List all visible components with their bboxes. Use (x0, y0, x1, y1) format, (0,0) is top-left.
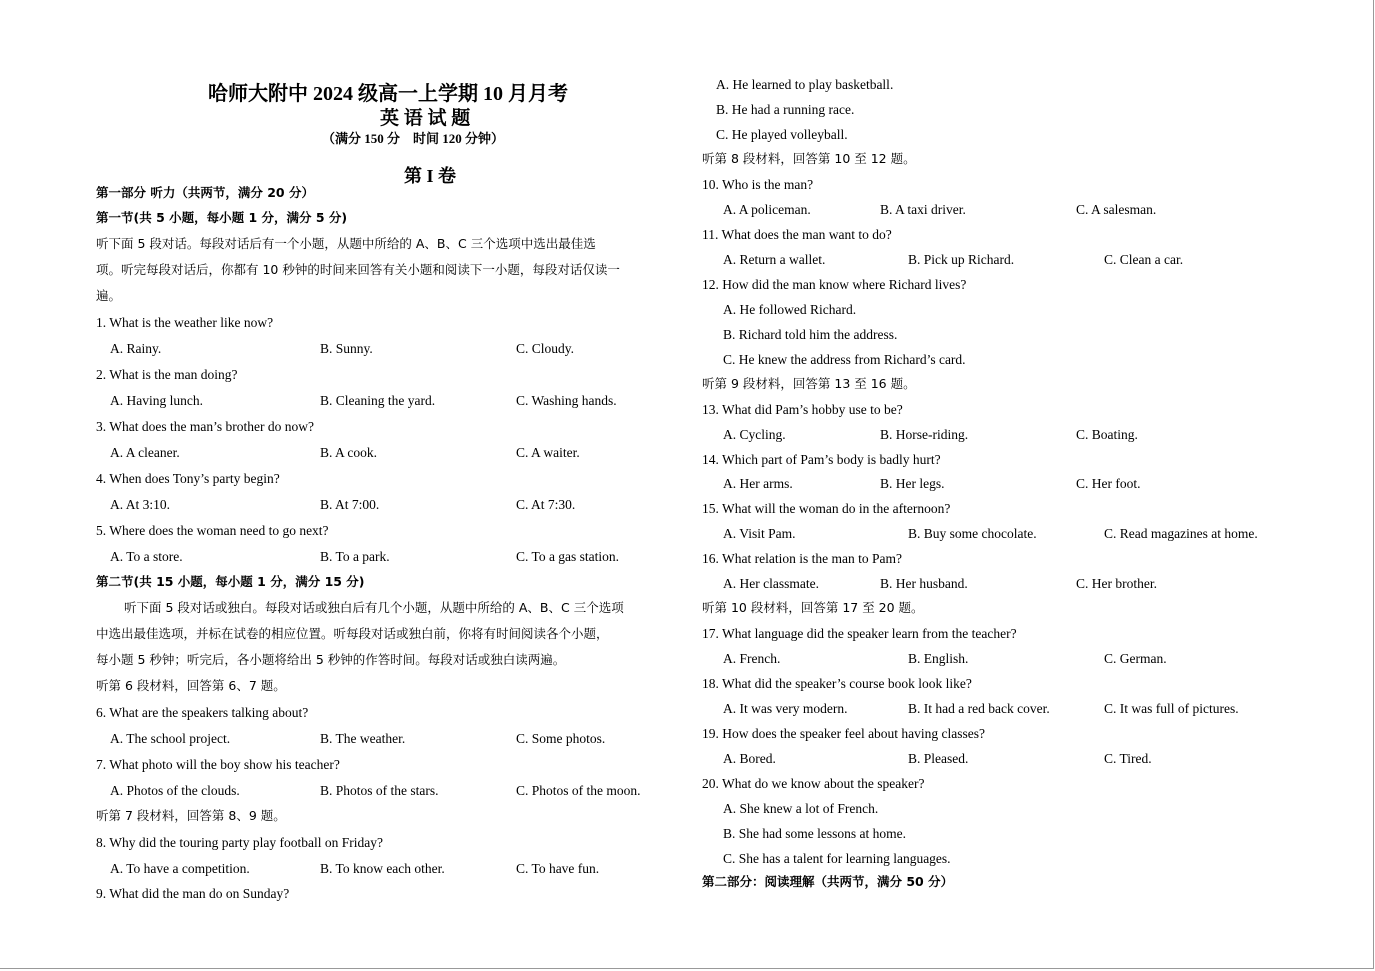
option-a: A. Bored. (723, 751, 776, 766)
option-a: A. French. (723, 651, 781, 666)
section2-title: 第二节(共 15 小题，每小题 1 分，满分 15 分) (96, 574, 365, 589)
options-row-4 (96, 497, 696, 513)
option-b: B. At 7:00. (320, 497, 380, 512)
option-b: B. It had a red back cover. (908, 701, 1050, 716)
option-c: C. It was full of pictures. (1104, 701, 1239, 716)
subject-title: 英 语 试 题 (380, 108, 471, 129)
option-a: A. To a store. (110, 549, 183, 564)
material-note-9: 听第 9 段材料，回答第 13 至 16 题。 (702, 376, 916, 391)
option-b: B. Pick up Richard. (908, 252, 1015, 267)
question-8: 8. Why did the touring party play football on Friday? (96, 835, 383, 850)
option-b: B. He had a running race. (716, 102, 855, 117)
option-c: C. A salesman. (1076, 202, 1157, 217)
option-a: A. Her classmate. (723, 576, 819, 591)
section1-instruction-line: 听下面 5 段对话。每段对话后有一个小题，从题中所给的 A、B、C 三个选项中选出最佳选 (96, 236, 596, 251)
option-c: C. To a gas station. (516, 549, 620, 564)
option-b: B. Her legs. (880, 476, 945, 491)
options-row-3 (96, 445, 696, 461)
option-a: A. A cleaner. (110, 445, 180, 460)
option-a: A. He followed Richard. (723, 302, 857, 317)
option-c: C. Clean a car. (1104, 252, 1184, 267)
question-14: 14. Which part of Pam’s body is badly hurt? (702, 452, 941, 467)
option-a: A. Photos of the clouds. (110, 783, 240, 798)
option-c: C. Washing hands. (516, 393, 617, 408)
option-a: A. Cycling. (723, 427, 786, 442)
question-17: 17. What language did the speaker learn from the teacher? (702, 626, 1017, 641)
option-c: C. He knew the address from Richard’s card. (723, 352, 966, 367)
option-c: C. Her brother. (1076, 576, 1157, 591)
part2-title: 第二部分：阅读理解（共两节，满分 50 分） (702, 874, 954, 889)
section1-title: 第一节(共 5 小题，每小题 1 分，满分 5 分) (96, 210, 348, 225)
option-c: C. Read magazines at home. (1104, 526, 1258, 541)
question-9: 9. What did the man do on Sunday? (96, 886, 290, 901)
question-11: 11. What does the man want to do? (702, 227, 892, 242)
option-b: B. A taxi driver. (880, 202, 966, 217)
option-a: A. She knew a lot of French. (723, 801, 879, 816)
question-1: 1. What is the weather like now? (96, 315, 274, 330)
option-a: A. Rainy. (110, 341, 162, 356)
option-a: A. Visit Pam. (723, 526, 796, 541)
option-c: C. She has a talent for learning languages. (723, 851, 951, 866)
question-7: 7. What photo will the boy show his teacher? (96, 757, 340, 772)
options-row-6 (96, 731, 696, 747)
option-c: C. Her foot. (1076, 476, 1141, 491)
question-19: 19. How does the speaker feel about having classes? (702, 726, 986, 741)
options-row-16 (702, 576, 1302, 592)
question-16: 16. What relation is the man to Pam? (702, 551, 902, 566)
option-b: B. Photos of the stars. (320, 783, 439, 798)
question-13: 13. What did Pam’s hobby use to be? (702, 402, 903, 417)
option-a: A. A policeman. (723, 202, 811, 217)
options-row-19 (702, 751, 1302, 767)
section2-instruction-line: 每小题 5 秒钟；听完后，各小题将给出 5 秒钟的作答时间。每段对话或独白读两遍。 (96, 652, 566, 667)
option-b: B. Richard told him the address. (723, 327, 898, 342)
section1-instruction-line: 遍。 (96, 288, 122, 303)
section2-instruction-line: 听下面 5 段对话或独白。每段对话或独白后有几个小题，从题中所给的 A、B、C 三个选项 (124, 600, 624, 615)
option-c: C. Cloudy. (516, 341, 575, 356)
volume-heading: 第 I 卷 (404, 166, 457, 186)
part1-title: 第一部分 听力（共两节，满分 20 分） (96, 185, 314, 200)
material-note-6: 听第 6 段材料，回答第 6、7 题。 (96, 678, 286, 693)
question-5: 5. Where does the woman need to go next? (96, 523, 329, 538)
question-3: 3. What does the man’s brother do now? (96, 419, 314, 434)
options-row-15 (702, 526, 1302, 542)
question-20: 20. What do we know about the speaker? (702, 776, 925, 791)
material-note-8: 听第 8 段材料，回答第 10 至 12 题。 (702, 151, 916, 166)
options-row-17 (702, 651, 1302, 667)
option-b: B. Horse-riding. (880, 427, 969, 442)
option-b: B. To know each other. (320, 861, 445, 876)
material-note-7: 听第 7 段材料，回答第 8、9 题。 (96, 808, 286, 823)
option-c: C. Some photos. (516, 731, 606, 746)
options-row-11 (702, 252, 1302, 268)
option-c: C. At 7:30. (516, 497, 576, 512)
options-row-13 (702, 427, 1302, 443)
question-2: 2. What is the man doing? (96, 367, 238, 382)
option-b: B. Sunny. (320, 341, 373, 356)
option-c: C. Photos of the moon. (516, 783, 641, 798)
section1-instruction-line: 项。听完每段对话后，你都有 10 秒钟的时间来回答有关小题和阅读下一小题，每段对话仅读一 (96, 262, 620, 277)
material-note-10: 听第 10 段材料，回答第 17 至 20 题。 (702, 600, 924, 615)
option-b: B. English. (908, 651, 969, 666)
option-b: B. Cleaning the yard. (320, 393, 436, 408)
option-c: C. To have fun. (516, 861, 600, 876)
option-c: C. German. (1104, 651, 1167, 666)
option-b: B. Her husband. (880, 576, 968, 591)
school-exam-title: 哈师大附中 2024 级高一上学期 10 月月考 (208, 83, 568, 105)
option-a: A. At 3:10. (110, 497, 171, 512)
option-b: B. Pleased. (908, 751, 969, 766)
option-b: B. Buy some chocolate. (908, 526, 1037, 541)
section2-instruction-line: 中选出最佳选项，并标在试卷的相应位置。听每段对话或独白前，你将有时间阅读各个小题， (96, 626, 609, 641)
option-a: A. It was very modern. (723, 701, 848, 716)
option-b: B. She had some lessons at home. (723, 826, 906, 841)
options-row-18 (702, 701, 1302, 717)
option-a: A. He learned to play basketball. (716, 77, 894, 92)
options-row-2 (96, 393, 696, 409)
score-time-note: （满分 150 分 时间 120 分钟） (322, 131, 505, 146)
question-6: 6. What are the speakers talking about? (96, 705, 309, 720)
options-row-7 (96, 783, 696, 799)
options-row-1 (96, 341, 696, 357)
question-12: 12. How did the man know where Richard lives? (702, 277, 967, 292)
option-a: A. The school project. (110, 731, 231, 746)
option-b: B. The weather. (320, 731, 406, 746)
question-18: 18. What did the speaker’s course book look like? (702, 676, 972, 691)
options-row-14 (702, 476, 1302, 492)
option-c: C. Tired. (1104, 751, 1152, 766)
question-10: 10. Who is the man? (702, 177, 814, 192)
question-4: 4. When does Tony’s party begin? (96, 471, 280, 486)
option-a: A. Return a wallet. (723, 252, 826, 267)
option-c: C. Boating. (1076, 427, 1138, 442)
option-a: A. To have a competition. (110, 861, 250, 876)
option-c: C. He played volleyball. (716, 127, 848, 142)
option-a: A. Having lunch. (110, 393, 203, 408)
option-b: B. A cook. (320, 445, 378, 460)
options-row-5 (96, 549, 696, 565)
question-15: 15. What will the woman do in the afternoon? (702, 501, 951, 516)
option-c: C. A waiter. (516, 445, 580, 460)
option-b: B. To a park. (320, 549, 390, 564)
options-row-8 (96, 861, 696, 877)
options-row-10 (702, 202, 1302, 218)
option-a: A. Her arms. (723, 476, 793, 491)
